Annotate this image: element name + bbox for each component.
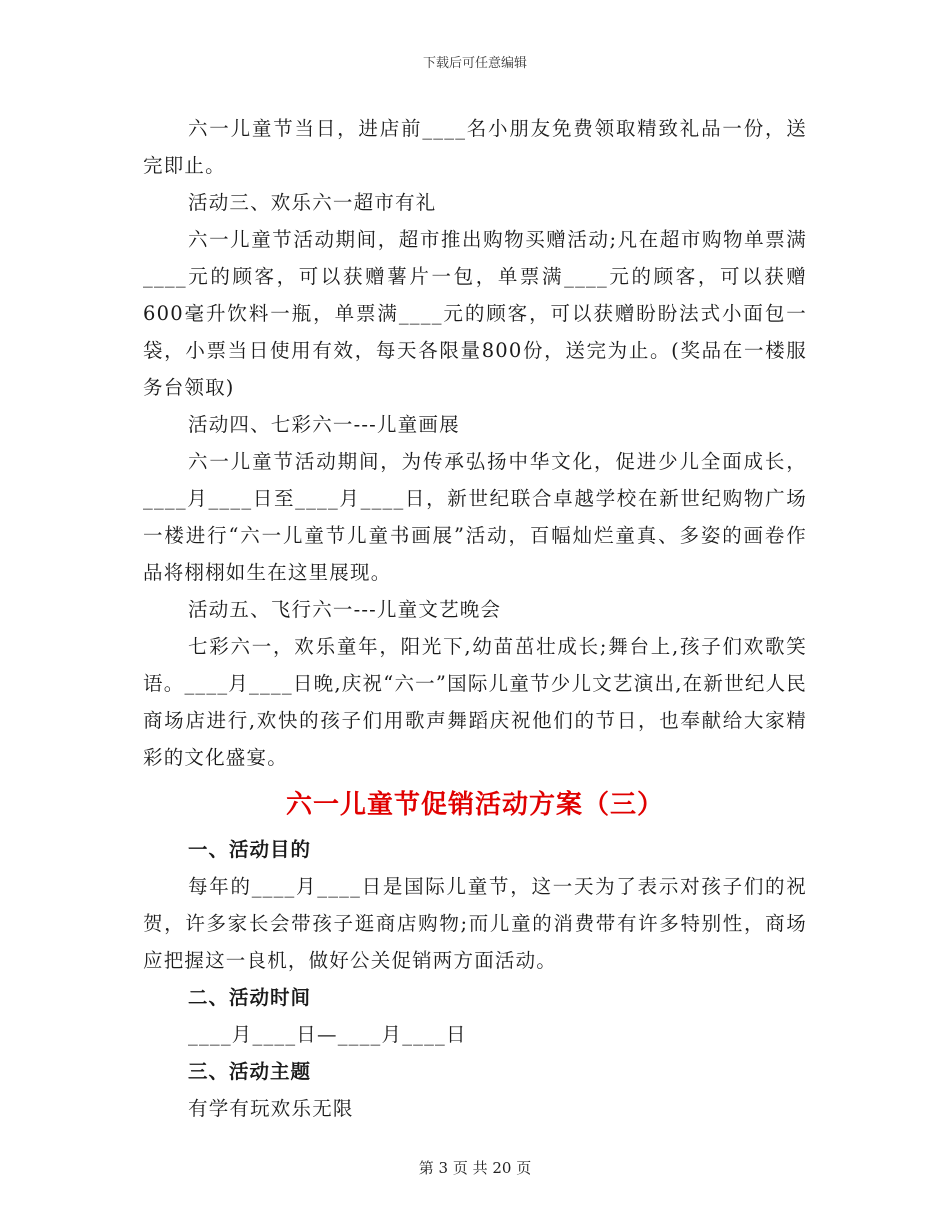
heading-theme: 三、活动主题	[188, 1060, 312, 1083]
page-footer: 第 3 页 共 20 页	[418, 1159, 532, 1177]
paragraph-purpose: 每年的____月____日是国际儿童节，这一天为了表示对孩子们的祝贺，许多家长会带孩子逛商店购物;而儿童的消费带有许多特别性，商场应把握这一良机，做好公关促销两方面活动。	[143, 875, 807, 972]
activity-five-heading: 活动五、飞行六一---儿童文艺晚会	[188, 598, 502, 621]
activity-four-heading: 活动四、七彩六一---儿童画展	[188, 413, 460, 436]
paragraph-gift: 六一儿童节当日，进店前____名小朋友免费领取精致礼品一份，送完即止。	[143, 117, 807, 177]
activity-three-heading: 活动三、欢乐六一超市有礼	[188, 191, 437, 214]
page-header: 下载后可任意编辑	[422, 56, 527, 71]
document-body	[143, 110, 807, 1127]
paragraph-time: ____月____日—____月____日	[188, 1023, 467, 1046]
paragraph-theme: 有学有玩欢乐无限	[188, 1097, 354, 1120]
section-title: 六一儿童节促销活动方案（三）	[285, 790, 664, 820]
paragraph-supermarket: 六一儿童节活动期间，超市推出购物买赠活动;凡在超市购物单票满____元的顾客，可以获赠薯片一包，单票满____元的顾客，可以获赠600毫升饮料一瓶，单票满____元的顾客，可以获赠盼盼法式小面包一袋，小票当日使用有效，每天各限量800份，送完为止。(奖品在一楼服务台领取)	[143, 228, 807, 399]
heading-time: 二、活动时间	[188, 986, 312, 1009]
paragraph-gala: 七彩六一，欢乐童年，阳光下,幼苗茁壮成长;舞台上,孩子们欢歌笑语。____月____日晚,庆祝“六一”国际儿童节少儿文艺演出,在新世纪人民商场店进行,欢快的孩子们用歌声舞蹈庆祝他们的节日，也奉献给大家精彩的文化盛宴。	[143, 635, 807, 769]
heading-purpose: 一、活动目的	[188, 838, 312, 861]
paragraph-art-show: 六一儿童节活动期间，为传承弘扬中华文化，促进少儿全面成长，____月____日至____月____日，新世纪联合卓越学校在新世纪购物广场一楼进行“六一儿童节儿童书画展”活动，百幅灿烂童真、多姿的画卷作品将栩栩如生在这里展现。	[143, 450, 807, 584]
